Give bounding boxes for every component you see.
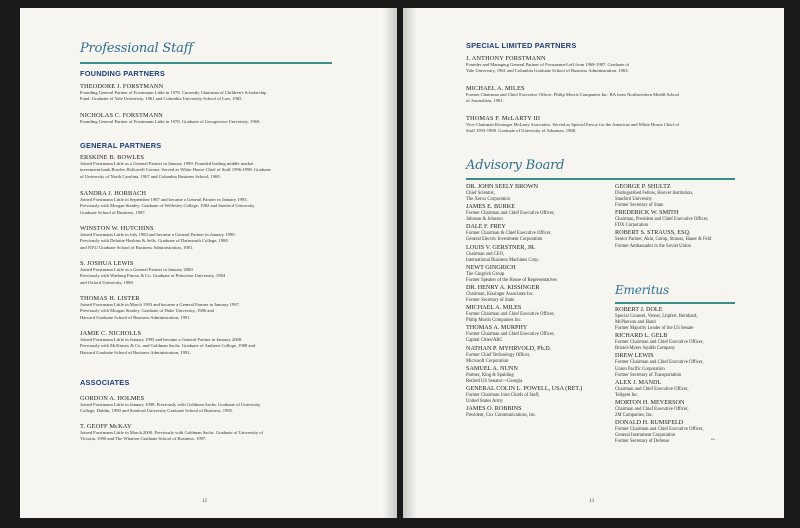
- heading-rule: [80, 62, 332, 64]
- staff-bio: College, Dublin, 1990 and Stanford University Graduate School of Business, 1995.: [80, 408, 234, 414]
- staff-bio: Joined Forstmann Little in July 1983 and became a General Partner in January 1990.: [80, 232, 236, 237]
- staff-bio: Joined Forstmann Little in January 1995 and became a General Partner in January 2000.: [80, 337, 243, 342]
- advisor-name: NATHAN P. MYHRVOLD, Ph.D.: [466, 344, 552, 352]
- emeritus-detail: Special Counsel, Verner, Liipfert, Bernhard,: [615, 314, 698, 319]
- emeritus-name: ROBERT J. DOLE: [615, 306, 663, 313]
- staff-name: MICHAEL A. MILES: [466, 85, 525, 92]
- staff-bio: Fund. Graduate of Yale University, 1961 and Columbia University School of Law, 1965.: [80, 96, 243, 102]
- staff-bio: Previously with Warburg Pincus & Co. Graduate of Princeton University, 1984: [80, 273, 226, 279]
- staff-name: THOMAS F. McLARTY III: [466, 115, 541, 122]
- advisor-name: NEWT GINGRICH: [466, 263, 516, 271]
- staff-bio: Founding General Partner of Forstmann Little in 1978. Currently Chairman of Children's Scholarship: [80, 90, 267, 95]
- advisor-detail: Partner, King & Spalding: [466, 372, 514, 378]
- right-page: [403, 8, 784, 518]
- advisor-name: ROBERT S. STRAUSS, ESQ.: [615, 229, 691, 237]
- associates-title: ASSOCIATES: [80, 378, 130, 387]
- emeritus-heading: Emeritus: [615, 283, 669, 297]
- staff-bio: Former Chairman and Chief Executive Officer, Philip Morris Companies Inc. BA from Northwestern Medill School: [466, 92, 680, 97]
- advisor-name: DR. JOHN SEELY BROWN: [466, 183, 539, 190]
- advisor-detail: Former Chairman and Chief Executive Officer,: [466, 312, 555, 318]
- emeritus-detail: Bristol-Myers Squibb Company: [615, 346, 676, 352]
- advisor-detail: Former Secretary of State: [466, 298, 515, 304]
- staff-bio: Joined Forstmann Little in September 1987 and became a General Partner in January 1993.: [80, 197, 248, 202]
- emeritus-detail: Former Secretary of Transportation: [615, 372, 682, 378]
- staff-bio: Previously with McKinsey & Co. and Goldman Sachs. Graduate of Amherst College, 1988 and: [80, 343, 256, 349]
- pen-mark: ~: [711, 436, 715, 444]
- emeritus-detail: Union Pacific Corporation: [615, 366, 665, 372]
- staff-name: SANDRA J. HORBACH: [80, 190, 147, 197]
- advisor-detail: Former Chairman Joint Chiefs of Staff,: [466, 392, 540, 398]
- staff-entry: [80, 83, 266, 103]
- staff-bio: of Journalism, 1961.: [466, 98, 504, 104]
- general-partners-title: GENERAL PARTNERS: [80, 141, 162, 150]
- advisor-detail: Former Chief Technology Officer,: [466, 352, 531, 358]
- staff-entry: [80, 423, 263, 443]
- emeritus-name: DONALD H. RUMSFELD: [615, 419, 684, 427]
- emeritus-column: [615, 306, 765, 445]
- advisor-detail: Stanford University: [615, 197, 653, 203]
- advisor-detail: Former Chairman and Chief Executive Officer,: [466, 211, 555, 217]
- advisor-detail: The Xerox Corporation: [466, 197, 510, 203]
- advisor-detail: Former Chairman & Chief Executive Officer,: [466, 231, 552, 237]
- advisor-detail: Chairman and CEO,: [466, 251, 505, 257]
- heading-rule: [615, 302, 735, 304]
- staff-entry: [80, 260, 225, 286]
- staff-bio: Harvard Graduate School of Business Administration, 1991.: [80, 314, 191, 320]
- staff-entry: [466, 85, 679, 105]
- staff-bio: Joined Forstmann Little in March 2000. Previously with Goldman Sachs. Graduate of University of: [80, 430, 264, 435]
- advisory-left-column: [466, 183, 606, 419]
- advisor-detail: The Gingrich Group: [466, 271, 505, 277]
- staff-entry: [80, 112, 260, 125]
- staff-name: WINSTON W. HUTCHINS: [80, 225, 154, 232]
- advisor-detail: Chairman, President and Chief Executive Officer,: [615, 217, 709, 223]
- emeritus-detail: Former Chairman and Chief Executive Officer,: [615, 340, 704, 346]
- advisor-detail: Former Ambassador to the Soviet Union: [615, 243, 691, 249]
- advisor-name: THOMAS A. MURPHY: [466, 324, 528, 332]
- spine-shadow: [383, 8, 397, 518]
- advisor-detail: Distinguished Fellow, Hoover Institution,: [615, 191, 693, 196]
- advisor-detail: Retired US Senator—Georgia: [466, 378, 523, 384]
- staff-name: T. GEOFF McKAY: [80, 423, 132, 430]
- staff-bio: Joined Forstmann Little in January 1998. Previously with Goldman Sachs. Graduate of University: [80, 402, 261, 407]
- emeritus-detail: General Instrument Corporation: [615, 433, 676, 439]
- emeritus-detail: Chairman and Chief Executive Officer,: [615, 406, 689, 412]
- staff-bio: Joined Forstmann Little as a General Partner in January 2000.: [80, 267, 194, 272]
- page-number: 12: [202, 499, 207, 504]
- advisor-detail: Former Speaker of the House of Representatives: [466, 277, 558, 283]
- advisor-detail: Chief Scientist,: [466, 191, 495, 196]
- advisor-detail: United States Army: [466, 398, 503, 404]
- advisor-name: DALE F. FREY: [466, 223, 506, 231]
- advisor-detail: Former Chairman and Chief Executive Officer,: [466, 332, 555, 338]
- advisor-name: JAMES E. BURKE: [466, 203, 515, 211]
- emeritus-detail: Chairman and Chief Executive Officer,: [615, 386, 689, 392]
- staff-bio: Vice Chairman Kissinger McLarty Associates. Served as Special Envoy for the Americas and White House Chief of: [466, 122, 680, 127]
- advisor-detail: Johnson & Johnson: [466, 217, 503, 223]
- staff-bio: Previously with Morgan Stanley. Graduate of Duke University, 1986 and: [80, 308, 214, 314]
- staff-entry: [466, 55, 629, 75]
- advisor-detail: FDX Corporation: [615, 223, 649, 229]
- staff-bio: Joined Forstmann Little as a General Partner in January 1999. Founded leading middle market: [80, 161, 254, 166]
- advisor-detail: Philip Morris Companies Inc.: [466, 318, 522, 324]
- special-limited-partners-title: SPECIAL LIMITED PARTNERS: [466, 41, 577, 50]
- emeritus-name: MORTON H. MEYERSON: [615, 398, 685, 406]
- staff-name: JAMIE C. NICHOLLS: [80, 330, 142, 337]
- emeritus-name: ALEX J. MANDL: [615, 378, 662, 386]
- staff-bio: Yale University, 1961 and Columbia Graduate School of Business Administration, 1963.: [466, 68, 629, 74]
- professional-staff-heading: Professional Staff: [80, 41, 193, 56]
- advisor-detail: Former Secretary of State: [615, 203, 664, 209]
- advisory-right-column: [615, 183, 765, 250]
- emeritus-detail: Teligent Inc.: [615, 392, 639, 398]
- emeritus-detail: Former Chairman and Chief Executive Officer,: [615, 427, 704, 433]
- staff-bio: Founder and Managing General Partner of Forstmann-Leff from 1968-1987. Graduate of: [466, 62, 630, 67]
- advisor-detail: President, Cox Communications, Inc.: [466, 413, 537, 419]
- founding-partners-title: FOUNDING PARTNERS: [80, 69, 165, 78]
- staff-entry: [80, 295, 240, 321]
- emeritus-detail: McPherson and Hand: [615, 320, 656, 326]
- advisor-name: GENERAL COLIN L. POWELL, USA (RET.): [466, 384, 583, 392]
- advisor-detail: Microsoft Corporation: [466, 358, 509, 364]
- staff-bio: Joined Forstmann Little in March 1993 and became a General Partner in January 1997.: [80, 302, 240, 307]
- emeritus-detail: Former Majority Leader of the US Senate: [615, 326, 694, 332]
- emeritus-detail: Former Secretary of Defense: [615, 439, 670, 445]
- staff-bio: Victoria, 1990 and The Wharton Graduate School of Business, 1997.: [80, 436, 207, 442]
- advisor-detail: General Electric Investment Corporation: [466, 237, 543, 243]
- staff-bio: Founding General Partner of Forstmann Little in 1978. Graduate of Georgetown University, 1969.: [80, 119, 261, 124]
- heading-rule: [466, 178, 735, 180]
- staff-name: NICHOLAS C. FORSTMANN: [80, 112, 163, 119]
- advisor-name: GEORGE P. SHULTZ: [615, 183, 671, 190]
- staff-bio: and NYU Graduate School of Business Administration, 1981.: [80, 244, 194, 250]
- staff-entry: [80, 330, 255, 356]
- advisor-name: LOUIS V. GERSTNER, JR.: [466, 243, 536, 251]
- staff-name: THOMAS H. LISTER: [80, 295, 140, 302]
- emeritus-detail: Former Chairman and Chief Executive Officer,: [615, 360, 704, 366]
- emeritus-name: DREW LEWIS: [615, 352, 654, 360]
- emeritus-name: RICHARD L. GELB: [615, 332, 668, 340]
- staff-name: ERSKINE B. BOWLES: [80, 154, 145, 161]
- emeritus-detail: 2M Companies, Inc.: [615, 413, 654, 419]
- staff-entry: [80, 190, 255, 216]
- staff-entry: [80, 225, 236, 251]
- advisor-name: SAMUEL A. NUNN: [466, 364, 518, 372]
- staff-name: S. JOSHUA LEWIS: [80, 260, 134, 267]
- staff-name: GORDON A. HOLMES: [80, 395, 145, 402]
- staff-bio: Graduate School of Business, 1987.: [80, 209, 146, 215]
- staff-name: THEODORE J. FORSTMANN: [80, 83, 164, 90]
- staff-bio: Harvard Graduate School of Business Administration, 1992.: [80, 349, 191, 355]
- staff-bio: Previously with Deloitte Haskins & Sells. Graduate of Dartmouth College, 1980: [80, 238, 228, 244]
- staff-bio: investment bank Bowles Hollowell Conner. Served as White House Chief of Staff 1996-1998. Graduate: [80, 167, 271, 173]
- staff-entry: [80, 395, 260, 415]
- staff-bio: of University of North Carolina, 1967 and Columbia Business School, 1969.: [80, 173, 221, 179]
- advisor-name: MICHAEL A. MILES: [466, 304, 522, 312]
- staff-bio: Staff 1993-1998. Graduate of University of Arkansas, 1968.: [466, 128, 577, 134]
- advisor-detail: Senior Partner, Akin, Gump, Strauss, Hauer & Feld: [615, 237, 712, 243]
- advisor-detail: Chairman, Kissinger Associates Inc.: [466, 291, 535, 297]
- advisor-detail: Capital Cities/ABC: [466, 338, 503, 344]
- staff-bio: Previously with Morgan Stanley. Graduate of Wellesley College, 1982 and Stanford University: [80, 203, 255, 209]
- staff-entry: [466, 115, 679, 135]
- staff-entry: [80, 154, 271, 180]
- staff-name: J. ANTHONY FORSTMANN: [466, 55, 546, 62]
- advisor-name: DR. HENRY A. KISSINGER: [466, 283, 540, 291]
- left-page: [20, 8, 397, 518]
- advisor-name: FREDERICK W. SMITH: [615, 209, 679, 217]
- advisor-name: JAMES O. ROBBINS: [466, 405, 522, 413]
- staff-bio: and Oxford University, 1989.: [80, 279, 134, 285]
- page-number: 13: [589, 499, 594, 504]
- advisor-detail: International Business Machines Corp.: [466, 257, 539, 263]
- advisory-board-heading: Advisory Board: [466, 158, 565, 173]
- spine-shadow: [403, 8, 417, 518]
